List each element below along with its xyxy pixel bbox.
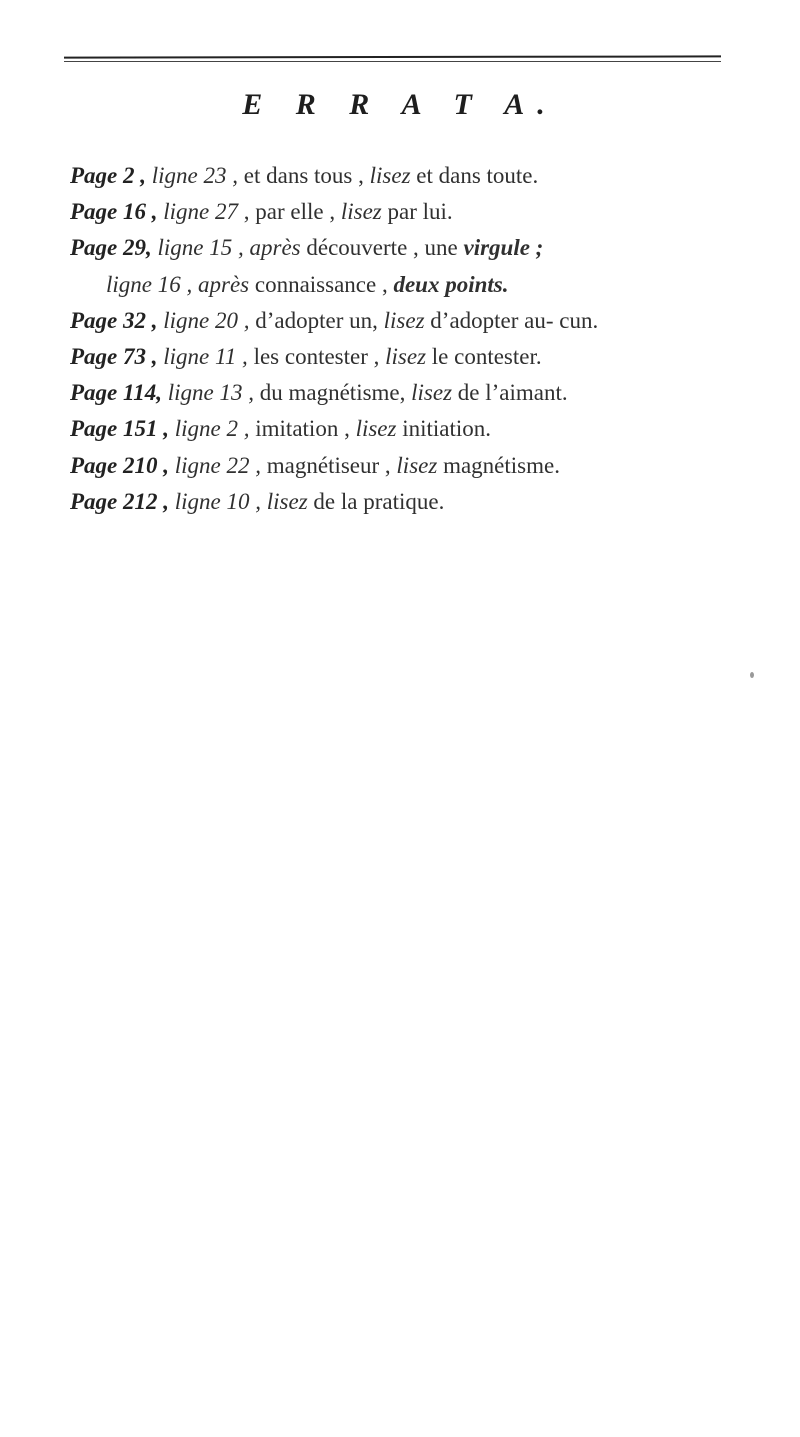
entry-wrong: connaissance ,: [254, 271, 388, 297]
entry-after: après: [198, 271, 250, 297]
entry-read: lisez: [355, 416, 397, 442]
entry-page: Page 114,: [70, 380, 162, 406]
entry-line: ligne 11 ,: [163, 344, 248, 370]
entry-wrong: magnétiseur ,: [266, 452, 391, 478]
entry-wrong: découverte , une: [306, 235, 458, 261]
errata-entry: [70, 230, 720, 266]
entry-right: initiation.: [402, 416, 492, 442]
errata-entry: [70, 411, 720, 447]
entry-note: virgule ;: [463, 235, 544, 261]
entry-line: ligne 27: [163, 199, 239, 225]
page-title: E R R A T A.: [242, 88, 558, 121]
entry-page: Page 73 ,: [70, 344, 158, 370]
errata-entry: [70, 158, 720, 194]
entry-read: lisez: [340, 199, 382, 225]
entry-wrong: d’adopter un,: [255, 307, 378, 333]
entry-read: lisez: [383, 307, 425, 333]
entry-line: ligne 2 ,: [174, 416, 250, 442]
entry-right: le contester.: [431, 344, 542, 370]
entry-read: lisez: [385, 344, 427, 370]
entry-page: Page 16 ,: [70, 199, 158, 225]
errata-entry: [70, 448, 720, 484]
top-rule-thick: [64, 55, 721, 58]
entry-line: ligne 13 ,: [167, 380, 254, 406]
entry-page: Page 2 ,: [70, 163, 147, 188]
entry-line: ligne 22 ,: [174, 452, 262, 478]
entry-wrong: imitation ,: [255, 416, 350, 442]
entry-right: et dans toute.: [416, 163, 539, 188]
entry-right: par lui.: [387, 199, 453, 225]
entry-read: lisez: [396, 452, 438, 478]
top-rule-thin: [64, 61, 721, 62]
entry-page: Page 210 ,: [70, 452, 170, 478]
entry-page: Page 212 ,: [70, 488, 170, 514]
entry-line: ligne 15 ,: [157, 235, 244, 261]
errata-entry: [70, 339, 720, 375]
errata-entry: [70, 484, 720, 520]
entry-page: Page 32 ,: [70, 307, 158, 333]
entry-right: d’adopter au- cun.: [430, 307, 599, 333]
entry-wrong: et dans tous ,: [243, 163, 364, 188]
entry-line: ligne 16 ,: [106, 271, 193, 297]
entry-right: de la pratique.: [313, 488, 445, 514]
entry-note: deux points.: [393, 271, 509, 297]
entry-wrong: , par elle ,: [243, 199, 336, 225]
entry-page: Page 29,: [70, 235, 152, 261]
errata-entry: [70, 375, 720, 411]
entry-after: après: [249, 235, 301, 261]
entry-read: lisez: [411, 380, 453, 406]
entry-wrong: du magnétisme,: [259, 380, 406, 406]
entry-read: lisez: [266, 488, 308, 514]
entry-line: ligne 23 ,: [151, 163, 239, 188]
entry-read: lisez: [369, 163, 411, 188]
errata-entry: [70, 194, 720, 230]
errata-entry: [70, 267, 720, 303]
entry-line: ligne 20 ,: [163, 307, 250, 333]
entry-right: magnétisme.: [443, 452, 560, 478]
errata-entry: [70, 303, 720, 339]
entry-line: ligne 10 ,: [174, 488, 262, 514]
entry-page: Page 151 ,: [70, 416, 170, 442]
errata-list: [70, 158, 720, 520]
entry-wrong: les contester ,: [253, 344, 380, 370]
ink-speck: [750, 672, 754, 678]
entry-right: de l’aimant.: [457, 380, 568, 406]
